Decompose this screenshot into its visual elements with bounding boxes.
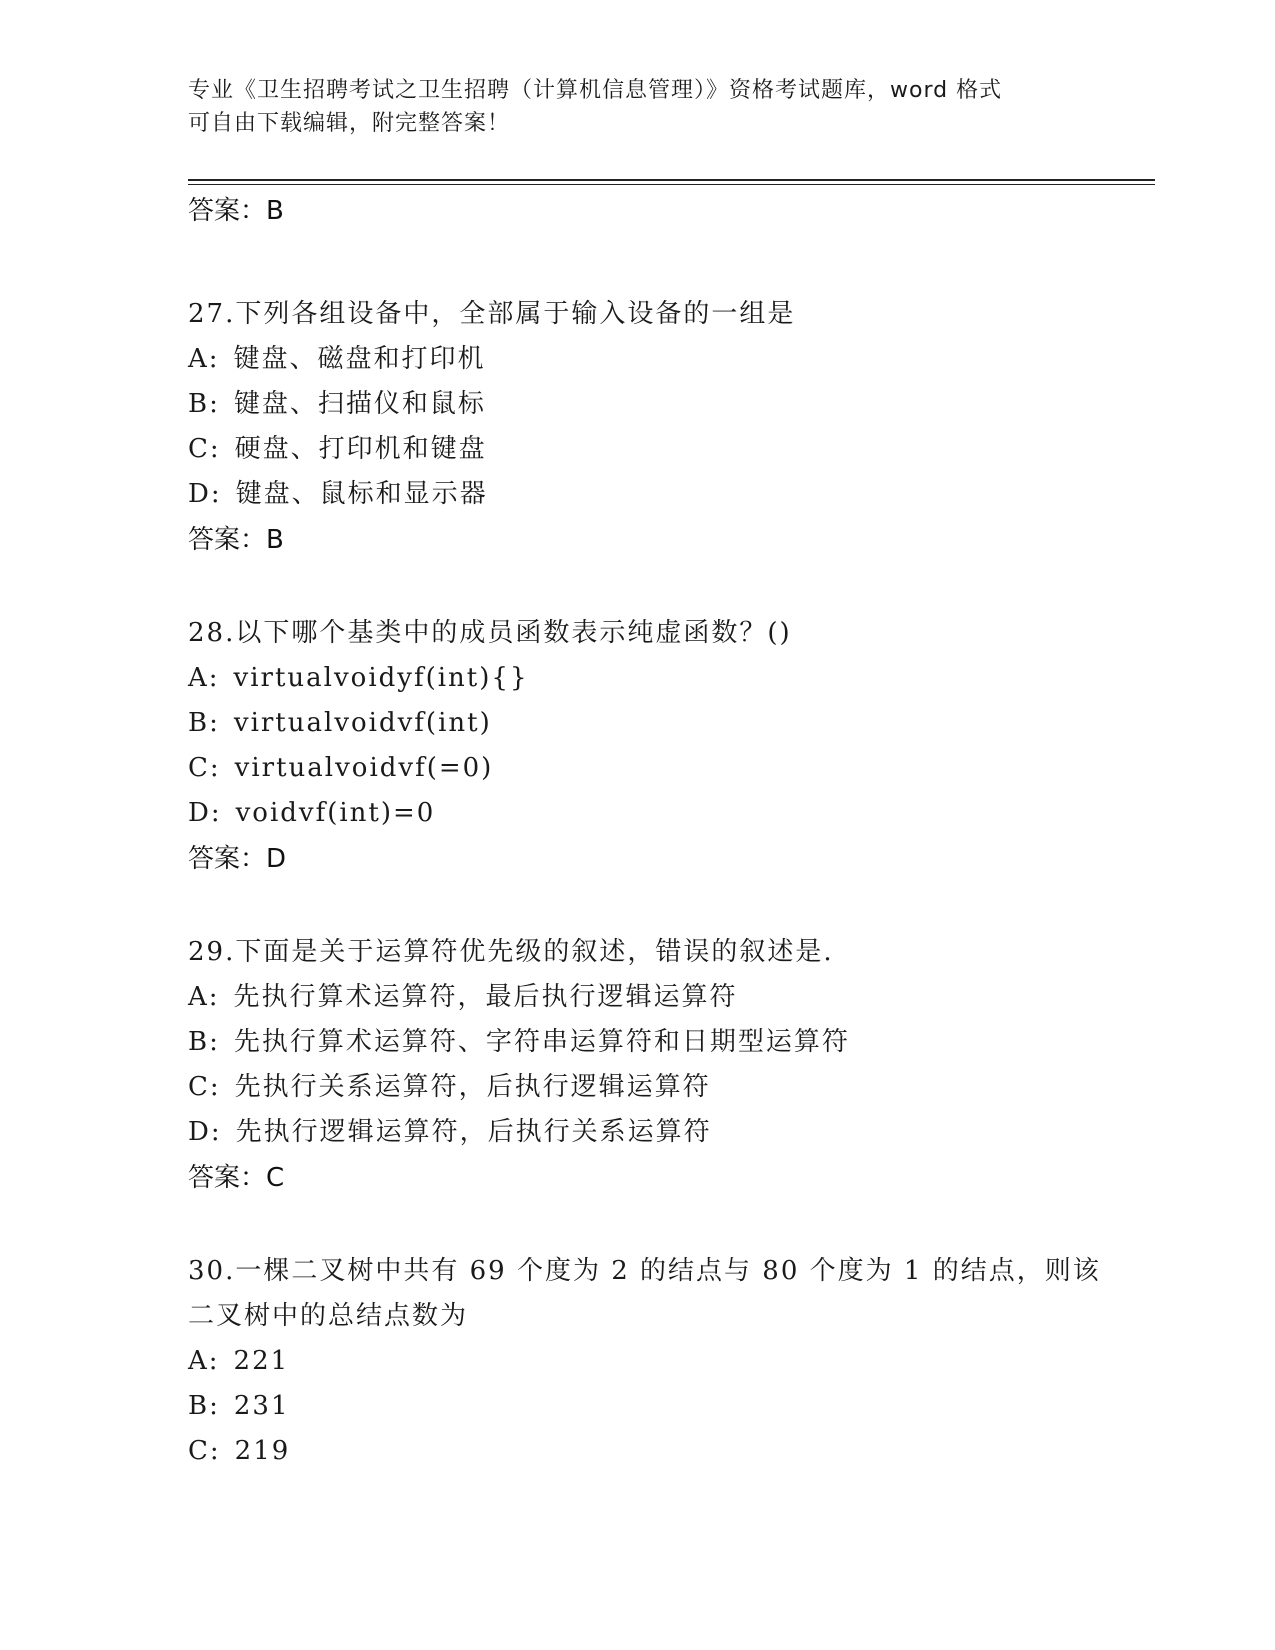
option-text: 219 <box>234 1436 291 1466</box>
answer-line: 答案：C <box>188 1163 285 1193</box>
option-letter: B: <box>188 389 220 419</box>
option-text: 231 <box>233 1391 290 1421</box>
option-letter: A: <box>188 982 220 1012</box>
option-letter: C: <box>188 434 221 464</box>
option-letter: B: <box>188 708 220 738</box>
option-letter: B: <box>188 1027 220 1057</box>
option-c <box>188 1065 1128 1110</box>
option-text: 先执行算术运算符，最后执行逻辑运算符 <box>233 982 738 1012</box>
option-letter: D: <box>188 798 222 828</box>
option-a <box>188 1339 1128 1384</box>
option-c <box>188 1429 1128 1474</box>
option-letter: A: <box>188 1346 220 1376</box>
option-text: 键盘、磁盘和打印机 <box>233 344 486 374</box>
header-divider-thin <box>188 184 1155 185</box>
question-27 <box>188 292 1128 563</box>
option-letter: A: <box>188 663 220 693</box>
page-header <box>188 74 1068 140</box>
option-text: virtualvoidyf(int){} <box>233 663 529 693</box>
option-letter: C: <box>188 1436 221 1466</box>
answer-line: 答案：B <box>188 525 284 555</box>
option-letter: A: <box>188 344 220 374</box>
option-text: 221 <box>233 1346 290 1376</box>
option-d <box>188 472 1128 517</box>
option-letter: B: <box>188 1391 220 1421</box>
option-c <box>188 746 1128 791</box>
header-divider-thick <box>188 179 1155 181</box>
option-text: 先执行逻辑运算符，后执行关系运算符 <box>235 1117 712 1147</box>
answer-line: 答案：D <box>188 844 287 874</box>
question-text: 29.下面是关于运算符优先级的叙述，错误的叙述是. <box>188 937 834 967</box>
option-text: 键盘、鼠标和显示器 <box>235 479 488 509</box>
option-letter: C: <box>188 1072 221 1102</box>
option-b <box>188 1020 1128 1065</box>
option-letter: C: <box>188 753 221 783</box>
question-text: 30.一棵二叉树中共有 69 个度为 2 的结点与 80 个度为 1 的结点，则该二叉树中的总结点数为 <box>188 1256 1101 1331</box>
option-a <box>188 337 1128 382</box>
question-29 <box>188 930 1128 1201</box>
option-b <box>188 382 1128 427</box>
option-text: virtualvoidvf(=0) <box>234 753 494 783</box>
question-list <box>188 188 1128 1474</box>
option-b <box>188 1384 1128 1429</box>
question-text: 28.以下哪个基类中的成员函数表示纯虚函数？() <box>188 618 792 648</box>
option-text: voidvf(int)=0 <box>235 798 436 828</box>
option-a <box>188 656 1128 701</box>
option-c <box>188 427 1128 472</box>
previous-answer: 答案：B <box>188 196 284 226</box>
option-text: 硬盘、打印机和键盘 <box>234 434 487 464</box>
option-text: virtualvoidvf(int) <box>233 708 492 738</box>
option-letter: D: <box>188 1117 222 1147</box>
option-d <box>188 1110 1128 1155</box>
option-letter: D: <box>188 479 222 509</box>
question-30 <box>188 1249 1128 1474</box>
option-text: 先执行关系运算符，后执行逻辑运算符 <box>234 1072 711 1102</box>
header-title-line-2: 可自由下载编辑，附完整答案！ <box>188 111 511 136</box>
header-title-line-1: 专业《卫生招聘考试之卫生招聘（计算机信息管理）》资格考试题库，word 格式 <box>188 78 1003 103</box>
option-text: 先执行算术运算符、字符串运算符和日期型运算符 <box>233 1027 850 1057</box>
option-text: 键盘、扫描仪和鼠标 <box>233 389 486 419</box>
question-28 <box>188 611 1128 882</box>
option-b <box>188 701 1128 746</box>
option-a <box>188 975 1128 1020</box>
option-d <box>188 791 1128 836</box>
question-text: 27.下列各组设备中，全部属于输入设备的一组是 <box>188 299 796 329</box>
